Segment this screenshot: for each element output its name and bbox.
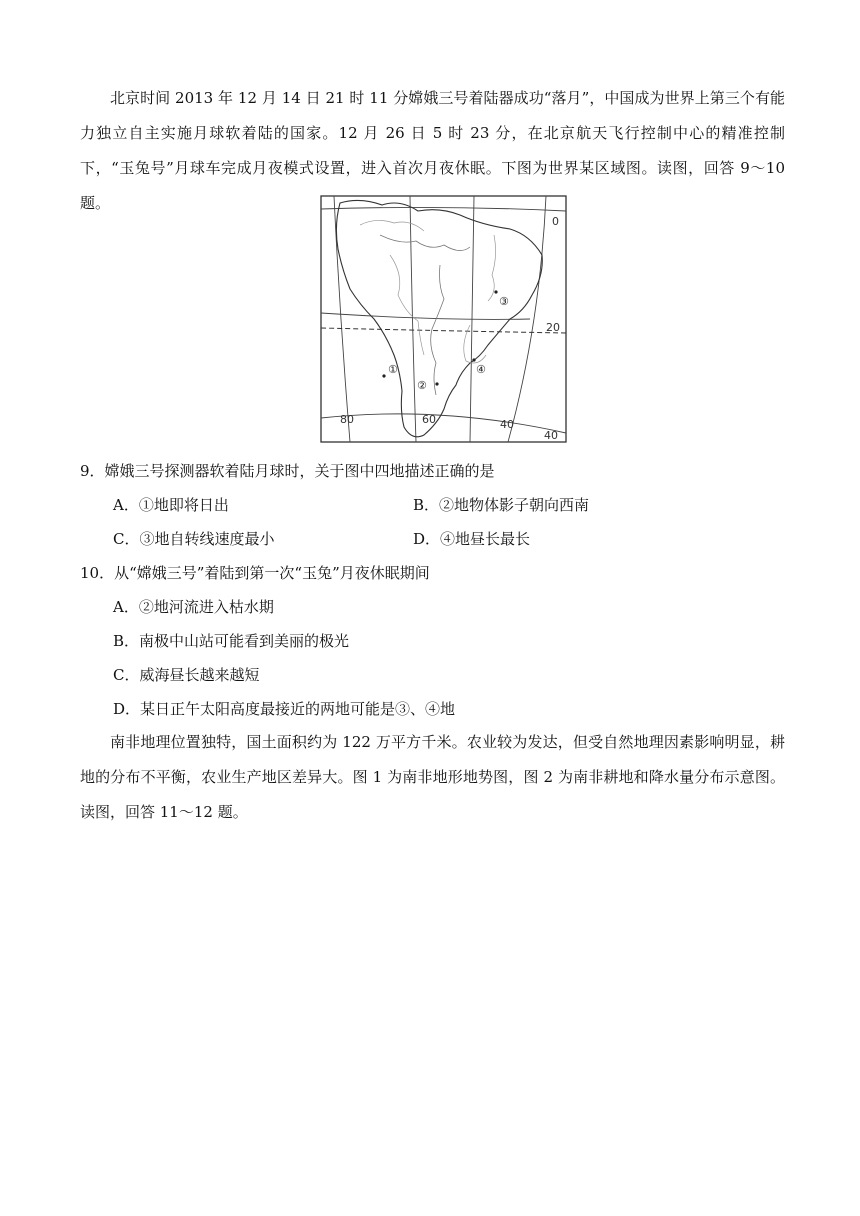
lat-label-20: 20 xyxy=(546,321,560,334)
marker-4: ④ xyxy=(476,363,486,376)
intro-paragraph-south-africa: 南非地理位置独特，国土面积约为 122 万平方千米。农业较为发达，但受自然地理因素影响明显，耕地的分布不平衡，农业生产地区差异大。图 1 为南非地形地势图，图 2 为南非耕地和降水量分布示意图。读图，回答 11～12 题。 xyxy=(80,733,785,821)
marker-3: ③ xyxy=(499,295,509,308)
point-1-dot xyxy=(382,374,385,377)
q9-option-a: A．①地即将日出 xyxy=(113,496,229,514)
lon-label-80: 80 xyxy=(340,413,354,426)
point-3-dot xyxy=(494,290,497,293)
q10-option-c: C．威海昼长越来越短 xyxy=(113,666,260,684)
lon-label-40: 40 xyxy=(500,418,514,431)
q10-option-b: B．南极中山站可能看到美丽的极光 xyxy=(113,632,350,650)
map-figure xyxy=(320,195,567,443)
q10-option-a: A．②地河流进入枯水期 xyxy=(113,598,274,616)
question-10-stem: 10．从“嫦娥三号”着陆到第一次“玉兔”月夜休眠期间 xyxy=(80,564,430,582)
q9-option-c: C．③地自转线速度最小 xyxy=(113,530,275,548)
question-9-stem: 9．嫦娥三号探测器软着陆月球时，关于图中四地描述正确的是 xyxy=(80,462,495,480)
marker-1: ① xyxy=(388,363,398,376)
lon-label-60: 60 xyxy=(422,413,436,426)
lat-label-40: 40 xyxy=(544,429,558,442)
point-2-dot xyxy=(435,382,438,385)
q10-option-d: D．某日正午太阳高度最接近的两地可能是③、④地 xyxy=(113,700,456,718)
q9-option-b: B．②地物体影子朝向西南 xyxy=(413,496,590,514)
south-america-region-map xyxy=(320,195,567,443)
point-4-dot xyxy=(472,358,475,361)
marker-2: ② xyxy=(417,379,427,392)
lat-label-0: 0 xyxy=(552,215,559,228)
intro-paragraph-moon-landing: 北京时间 2013 年 12 月 14 日 21 时 11 分嫦娥三号着陆器成功“落月”，中国成为世界上第三个有能力独立自主实施月球软着陆的国家。12 月 26 日 5 时 23 分，在北京航天飞行控制中心的精准控制下，“玉兔号”月球车完成月夜模式设置，进入首次月夜休眠。下图为世界某区域图。读图，回答 9～10 题。 xyxy=(80,89,785,212)
q9-option-d: D．④地昼长最长 xyxy=(413,530,531,548)
